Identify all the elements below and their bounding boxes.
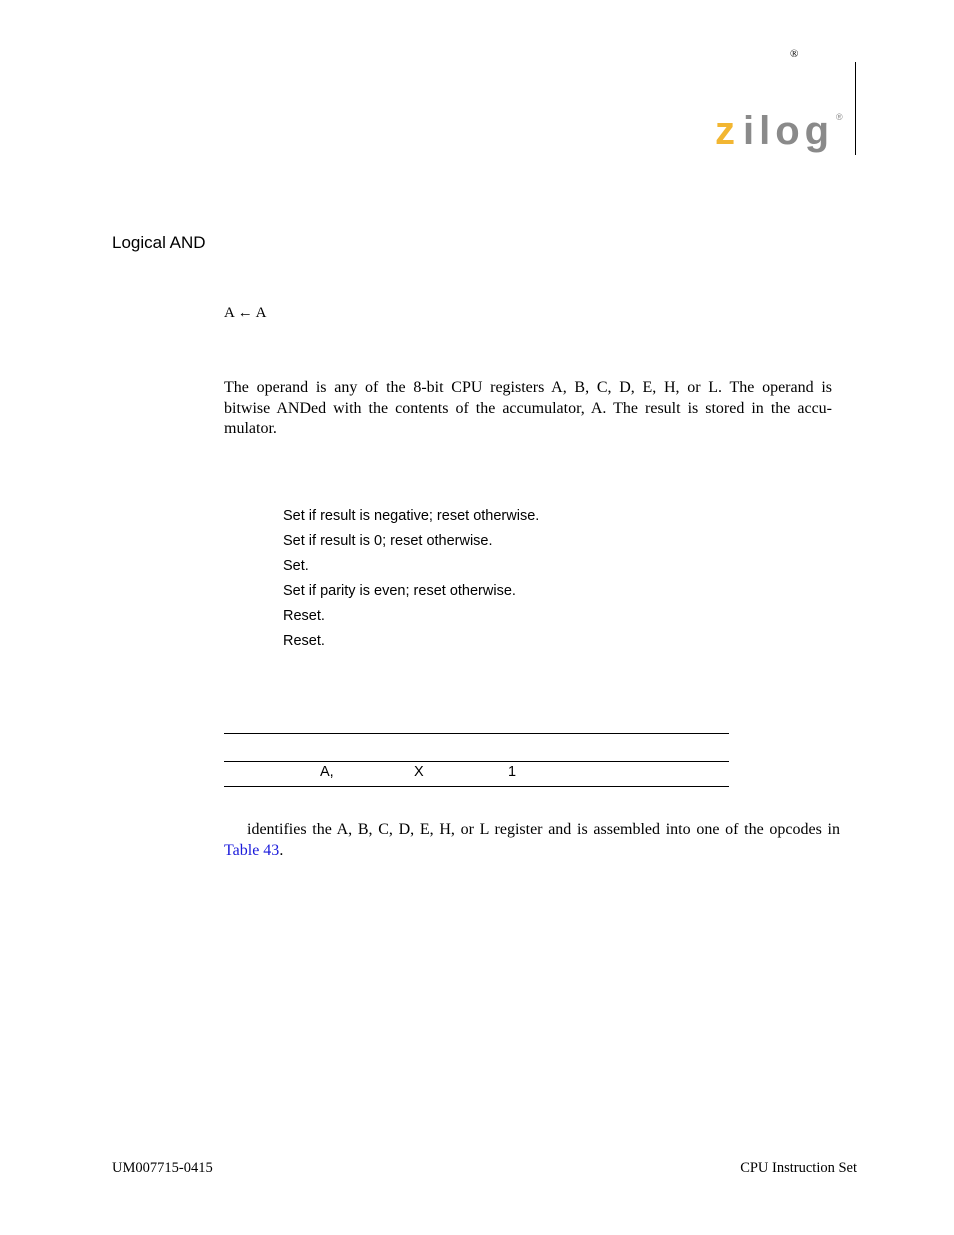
table-43-link[interactable]: Table 43 bbox=[224, 842, 280, 859]
section-title: Logical AND bbox=[112, 233, 206, 252]
operation-formula: A ← A bbox=[224, 305, 267, 321]
footer-section-name: CPU Instruction Set bbox=[740, 1160, 857, 1176]
condition-bit-subtract: Reset. bbox=[283, 608, 325, 624]
note-suffix: . bbox=[279, 842, 284, 859]
table-bottom-rule bbox=[224, 786, 729, 787]
registered-mark: ® bbox=[790, 48, 799, 60]
condition-bit-sign: Set if result is negative; reset otherwise. bbox=[283, 508, 540, 524]
table-cell-adl: X bbox=[414, 764, 424, 780]
note-line bbox=[224, 840, 840, 861]
svg-text:®: ® bbox=[836, 112, 843, 122]
header-divider bbox=[855, 62, 856, 155]
svg-text:ilog: ilog bbox=[743, 109, 835, 153]
condition-bit-half-carry: Set. bbox=[283, 558, 309, 574]
condition-bit-zero: Set if result is 0; reset otherwise. bbox=[283, 533, 493, 549]
description-line: bitwise ANDed with the contents of the accumulator, A. The result is stored in the accu- bbox=[224, 399, 832, 417]
svg-text:z: z bbox=[715, 109, 735, 153]
note-paragraph bbox=[224, 819, 840, 861]
table-header-rule bbox=[224, 761, 729, 762]
condition-bit-carry: Reset. bbox=[283, 633, 325, 649]
zilog-logo bbox=[713, 106, 845, 158]
description-line: mulator. bbox=[224, 420, 277, 437]
condition-bit-parity: Set if parity is even; reset otherwise. bbox=[283, 583, 516, 599]
description-line: The operand is any of the 8-bit CPU registers A, B, C, D, E, H, or L. The operand is bbox=[224, 379, 832, 396]
footer-document-id: UM007715-0415 bbox=[112, 1160, 213, 1176]
note-line: identifies the A, B, C, D, E, H, or L register and is assembled into one of the opcodes in bbox=[247, 821, 840, 838]
description-paragraph bbox=[224, 378, 832, 440]
table-cell-status: 1 bbox=[508, 764, 517, 780]
table-top-rule bbox=[224, 733, 729, 734]
table-cell-instruction: A, bbox=[320, 764, 334, 780]
